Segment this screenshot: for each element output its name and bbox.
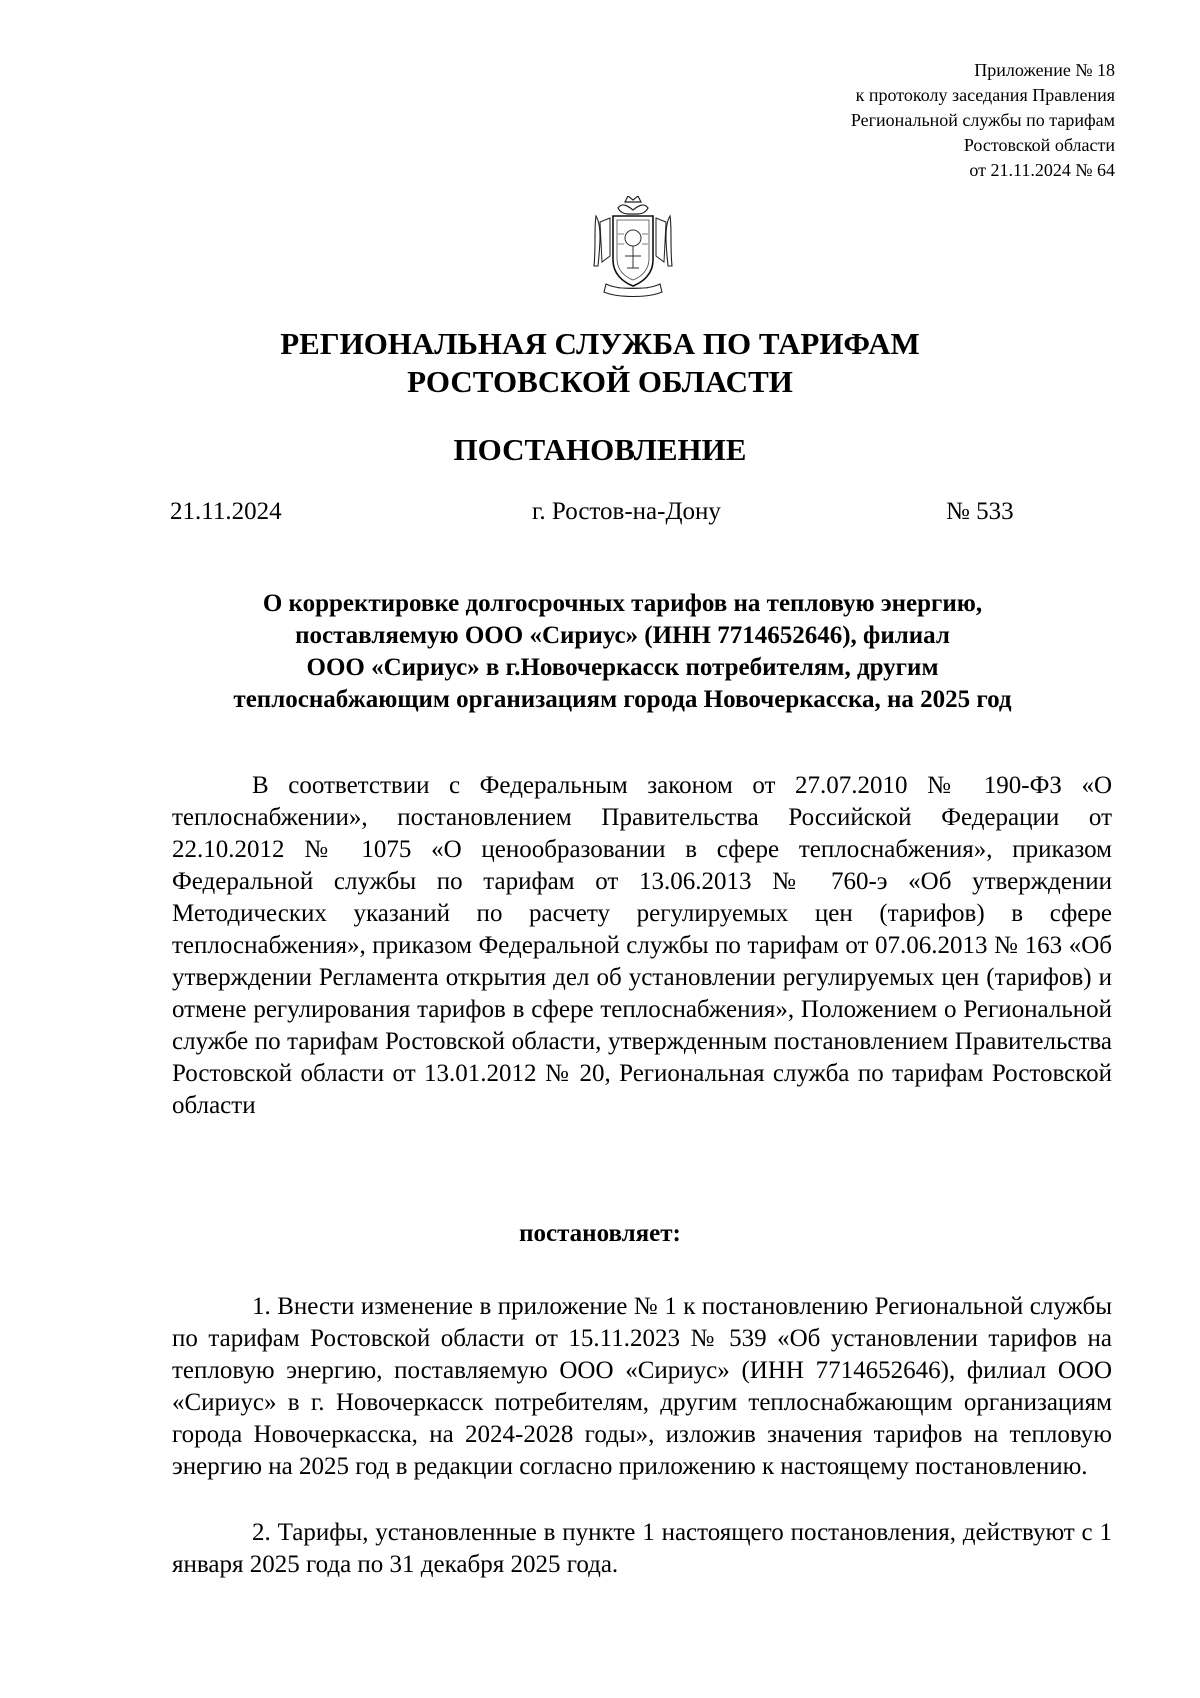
appendix-line: Региональной службы по тарифам [850,110,1115,130]
document-title [150,588,1095,716]
document-title-line: теплоснабжающим организациям города Новочеркасска, на 2025 год [233,686,1012,713]
clause-1-paragraph: 1. Внести изменение в приложение № 1 к постановлению Региональной службы по тарифам Ростовской области от 15.11.2023 № 539 «Об установлении тарифов на тепловую энергию, поставляемую ООО «Сириус» (ИНН 7714652646), филиал ООО «Сириус» в г. Новочеркасск потребителям, другим теплоснабжающим организациям города Новочеркасска, на 2024-2028 годы», изложив значения тарифов на тепловую энергию на 2025 год в редакции согласно приложению к настоящему постановлению. [172,1293,1112,1480]
document-type: ПОСТАНОВЛЕНИЕ [453,432,747,467]
preamble-paragraph: В соответствии с Федеральным законом от 27.07.2010 № 190-ФЗ «О теплоснабжении», постановлением Правительства Российской Федерации от 22.10.2012 № 1075 «О ценообразовании в сфере теплоснабжения», приказом Федеральной службы по тарифам от 13.06.2013 № 760-э «Об утверждении Методических указаний по расчету регулируемых цен (тарифов) в сфере теплоснабжения», приказом Федеральной службы по тарифам от 07.06.2013 № 163 «Об утверждении Регламента открытия дел об установлении регулируемых цен (тарифов) и отмене регулирования тарифов в сфере теплоснабжения», Положением о Региональной службе по тарифам Ростовской области, утвержденным постановлением Правительства Ростовской области от 13.01.2012 № 20, Региональная служба по тарифам Ростовской области [172,772,1112,1119]
appendix-note [851,58,1115,183]
rostov-oblast-coat-of-arms-icon [588,196,678,300]
resolves-heading: постановляет: [519,1220,681,1247]
document-date: 21.11.2024 [170,498,282,525]
document-city: г. Ростов-на-Дону [532,498,721,525]
appendix-line: Приложение № 18 [974,60,1115,80]
appendix-line: от 21.11.2024 № 64 [969,160,1115,180]
document-title-line: ООО «Сириус» в г.Новочеркасск потребителям, другим [306,654,939,681]
organization-name [0,325,1200,401]
appendix-line: Ростовской области [963,135,1115,155]
organization-name-line: РЕГИОНАЛЬНАЯ СЛУЖБА ПО ТАРИФАМ [280,326,920,361]
clause-2-paragraph: 2. Тарифы, установленные в пункте 1 настоящего постановления, действуют с 1 января 2025 года по 31 декабря 2025 года. [172,1519,1112,1578]
document-title-line: поставляемую ООО «Сириус» (ИНН 7714652646), филиал [295,622,950,649]
appendix-line: к протоколу заседания Правления [855,85,1115,105]
document-number: № 533 [946,498,1014,525]
organization-name-line: РОСТОВСКОЙ ОБЛАСТИ [407,364,793,399]
document-title-line: О корректировке долгосрочных тарифов на тепловую энергию, [262,590,983,617]
